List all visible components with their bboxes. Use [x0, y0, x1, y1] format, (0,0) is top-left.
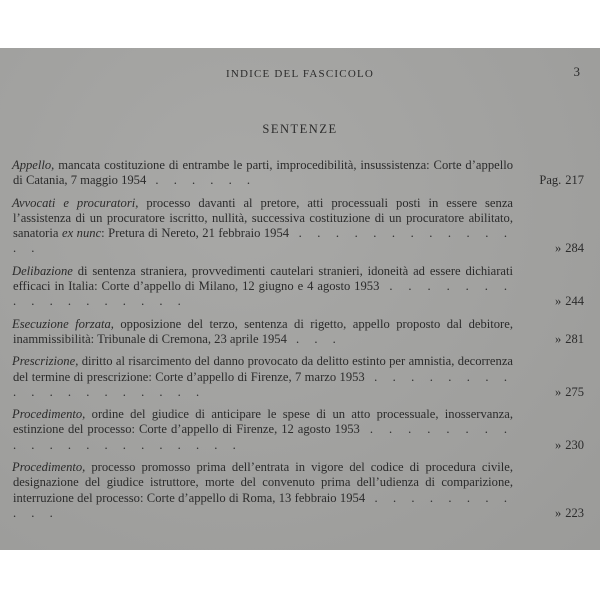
- entry-description-tail: : Pretura di Nereto, 21 febbraio 1954: [101, 226, 290, 241]
- dot-leaders: . . . . . . . . . . .: [13, 490, 513, 520]
- index-entry: [12, 158, 586, 189]
- page-label: »: [555, 331, 562, 346]
- dot-leaders: . . . . . . . . . . . . . . . . .: [13, 279, 514, 309]
- entry-keyword: Appello,: [12, 158, 55, 172]
- entry-text: [12, 460, 513, 521]
- page-label: »: [555, 437, 562, 452]
- entry-description: diritto al risarcimento del danno provocato da delitto estinto per amnistia, decorrenza del termine di prescrizione: Corte d’appello di Firenze, 7 marzo 1953: [13, 354, 513, 384]
- entry-keyword: Procedimento,: [12, 407, 86, 422]
- page-number-ref: 275: [565, 384, 584, 399]
- page-number: 3: [573, 64, 580, 79]
- entry-page-ref: [555, 438, 584, 453]
- entry-latin-phrase: ex nunc: [61, 226, 102, 241]
- page-label: »: [555, 241, 562, 256]
- index-entry: [12, 196, 586, 257]
- entry-text: [12, 264, 513, 310]
- entry-description: mancata costituzione di entrambe le parti, improcedibilità, insussistenza: Corte d’appello di Catania, 7 maggio 1954: [13, 158, 513, 188]
- page-label: »: [555, 384, 562, 399]
- entry-keyword: Prescrizione,: [12, 354, 79, 369]
- dot-leaders: . . . . . .: [146, 173, 257, 188]
- entry-page-ref: [555, 506, 584, 521]
- running-head: INDICE DEL FASCICOLO: [225, 68, 375, 80]
- entry-keyword: Avvocati e procuratori,: [12, 195, 139, 210]
- book-page: [0, 48, 600, 550]
- entry-page-ref: [555, 294, 584, 309]
- entry-page-ref: [555, 332, 584, 347]
- entry-description: opposizione del terzo, sentenza di rigetto, appello proposto dal debitore, inammissibilità: Tribunale di Cremona, 23 aprile 1954: [13, 316, 513, 346]
- entry-description: processo promosso prima dell’entrata in vigore del codice di procedura civile, designazione del giudice istruttore, morte del convenuto prima dell’udienza di comparizione, interruzione del processo: Corte d’appello di Roma, 13 febbraio 1954: [13, 460, 513, 505]
- entry-text: [12, 354, 513, 400]
- index-entry: [12, 354, 586, 400]
- entry-text: [12, 407, 513, 453]
- entry-page-ref: [555, 241, 584, 256]
- entry-text: [12, 196, 513, 257]
- index-entry: [12, 407, 586, 453]
- entry-text: [12, 317, 513, 348]
- page-label: »: [555, 505, 562, 520]
- page-number-ref: 284: [565, 241, 584, 256]
- page-number-ref: 223: [565, 505, 584, 520]
- index-entry: [12, 317, 586, 348]
- entry-keyword: Delibazione: [12, 263, 73, 278]
- entry-description: di sentenza straniera, provvedimenti cautelari stranieri, idoneità ad essere dichiarati efficaci in Italia: Corte d’appello di Milano, 12 giugno e 4 agosto 1953: [13, 263, 513, 294]
- dot-leaders: . . . . . . . . . . . . . .: [13, 226, 514, 256]
- entry-page-ref: [539, 173, 584, 188]
- dot-leaders: . . . . . . . . . . . . . . . . . . .: [13, 369, 513, 399]
- dot-leaders: . . .: [286, 331, 342, 346]
- page-number-ref: 230: [565, 437, 584, 452]
- page-number-ref: 217: [565, 173, 584, 188]
- page-label: Pag.: [539, 173, 562, 188]
- entry-text: [12, 158, 513, 189]
- page-label: »: [555, 294, 562, 309]
- entry-description: ordine del giudice di anticipare le spese di un atto processuale, inosservanza, estinzione del processo: Corte d’appello di Firenze, 12 agosto 1953: [13, 407, 513, 437]
- dot-leaders: . . . . . . . . . . . . . . . . . . . . .: [13, 422, 513, 452]
- index-entries: [12, 158, 586, 528]
- entry-keyword: Esecuzione forzata,: [12, 316, 114, 331]
- entry-description: processo davanti al pretore, atti processuali posti in essere senza l’assistenza di un procuratore iscritto, nullità, successiva costituzione di un procuratore abilitato, sanatoria: [13, 195, 513, 241]
- entry-keyword: Procedimento,: [12, 460, 86, 475]
- page-number-ref: 281: [565, 331, 584, 346]
- entry-page-ref: [555, 385, 584, 400]
- index-entry: [12, 264, 586, 310]
- page-number-ref: 244: [565, 294, 584, 309]
- section-title: SENTENZE: [262, 122, 338, 136]
- index-entry: [12, 460, 586, 521]
